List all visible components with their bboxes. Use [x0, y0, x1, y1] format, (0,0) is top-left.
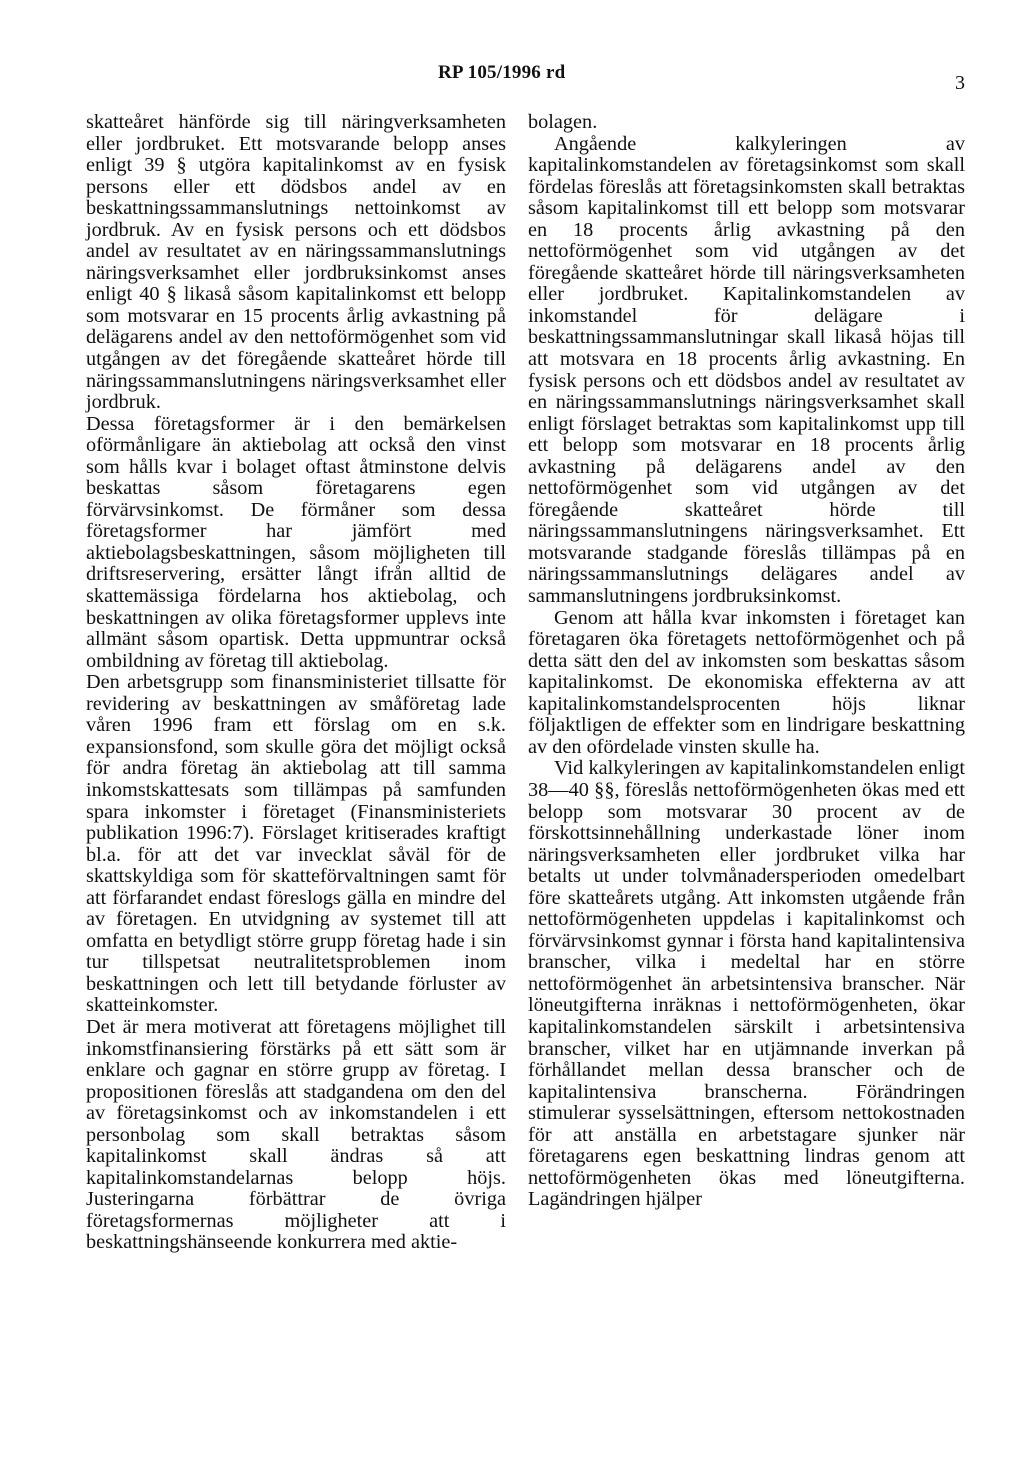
page-header [0, 62, 1024, 94]
left-column [86, 112, 506, 1254]
paragraph: Dessa företagsformer är i den bemärkelsen oförmånligare än aktiebolag att också den vinst som hålls kvar i bolaget oftast åtminstone delvis beskattas såsom företagarens egen förvärvsinkomst. De förmåner som dessa företagsformer har jämfört med aktiebolagsbeskattningen, såsom möjligheten till driftsreservering, ersätter långt ifrån alltid de skattemässiga fördelarna hos aktiebolag, och beskattningen av olika företagsformer upplevs inte allmänt såsom opartisk. Detta uppmuntrar också ombildning av företag till aktiebolag. [86, 412, 506, 672]
document-title: RP 105/1996 rd [438, 62, 566, 83]
paragraph: Angående kalkyleringen av kapitalinkomstandelen av företagsinkomst som skall fördelas föreslås att företagsinkomsten skall betraktas såsom kapitalinkomst till ett belopp som motsvarar en 18 procents årlig avkastning på den nettoförmögenhet som vid utgången av det föregående skatteåret hörde till näringsverksamheten eller jordbruket. Kapitalinkomstandelen av inkomstandel för delägare i beskattningssammanslutningar skall likaså höjas till att motsvara en 18 procents årlig avkastning. En fysisk persons och ett dödsbos andel av resultatet av en näringssammanslutnings näringsverksamhet skall enligt förslaget betraktas som kapitalinkomst upp till ett belopp som motsvarar en 18 procents årlig avkastning på delägarens andel av den nettoförmögenhet som vid utgången av det föregående skatteåret hörde till näringssammanslutningens näringsverksamhet. Ett motsvarande stadgande föreslås tillämpas på en näringssammanslutnings delägares andel av sammanslutningens jordbruksinkomst. [528, 132, 965, 608]
paragraph: Vid kalkyleringen av kapitalinkomstandelen enligt 38—40 §§, föreslås nettoförmögenheten ökas med ett belopp som motsvarar 30 procent av de förskottsinnehållning underkastade löner inom näringsverksamheten eller jordbruket vilka har betalts ut under tolvmånadersperioden omedelbart före skatteårets utgång. Att inkomsten utgående från nettoförmögenheten uppdelas i kapitalinkomst och förvärvsinkomst gynnar i första hand kapitalintensiva branscher, vilka i medeltal har en större nettoförmögenhet än arbetsintensiva branscher. När löneutgifterna inräknas i nettoförmögenheten, ökar kapitalinkomstandelen särskilt i arbetsintensiva branscher, vilket har en utjämnande inverkan på förhållandet mellan dessa branscher och de kapitalintensiva branscherna. Förändringen stimulerar sysselsättningen, eftersom nettokostnaden för att anställa en arbetstagare sjunker när företagarens egen beskattning lindras genom att nettoförmögenheten ökas med löneutgifterna. Lagändringen hjälper [528, 757, 965, 1211]
paragraph: skatteåret hänförde sig till näringverksamheten eller jordbruket. Ett motsvarande belopp anses enligt 39 § utgöra kapitalinkomst av en fysisk persons eller ett dödsbos andel av en beskattningssammanslutnings nettoinkomst av jordbruk. Av en fysisk persons och ett dödsbos andel av resultatet av en näringssammanslutnings näringsverksamhet eller jordbruksinkomst anses enligt 40 § likaså såsom kapitalinkomst ett belopp som motsvarar en 15 procents årlig avkastning på delägarens andel av den nettoförmögenhet som vid utgången av det föregående skatteåret hörde till näringssammanslutningens näringsverksamhet eller jordbruk. [86, 111, 506, 414]
page-number: 3 [955, 72, 965, 94]
paragraph: bolagen. [528, 111, 598, 133]
right-column [528, 112, 965, 1211]
paragraph: Genom att hålla kvar inkomsten i företaget kan företagaren öka företagets nettoförmögenhet och på detta sätt den del av inkomsten som beskattas såsom kapitalinkomst. De ekonomiska effekterna av att kapitalinkomstandelsprocenten höjs liknar följaktligen de effekter som en lindrigare beskattning av den ofördelade vinsten skulle ha. [528, 606, 965, 758]
paragraph: Den arbetsgrupp som finansministeriet tillsatte för revidering av beskattningen av småföretag lade våren 1996 fram ett förslag om en s.k. expansionsfond, som skulle göra det möjligt också för andra företag än aktiebolag att till samma inkomstskattesats som tillämpas på samfunden spara inkomster i företaget (Finansministeriets publikation 1996:7). Förslaget kritiserades kraftigt bl.a. för att det var invecklat såväl för de skattskyldiga som för skatteförvaltningen samt för att förfarandet endast föreslogs gälla en mindre del av företagen. En utvidgning av systemet till att omfatta en betydligt större grupp företag hade i sin tur tillspetsat neutralitetsproblemen inom beskattningen och lett till betydande förluster av skatteinkomster. [86, 671, 506, 1017]
paragraph: Det är mera motiverat att företagens möjlighet till inkomstfinansiering förstärks på ett sätt som är enklare och gagnar en större grupp av företag. I propositionen föreslås att stadgandena om den del av företagsinkomst och av inkomstandelen i ett personbolag som skall betraktas såsom kapitalinkomst skall ändras så att kapitalinkomstandelarnas belopp höjs. Justeringarna förbättrar de övriga företagsformernas möjligheter att i beskattningshänseende konkurrera med aktie- [86, 1015, 506, 1254]
